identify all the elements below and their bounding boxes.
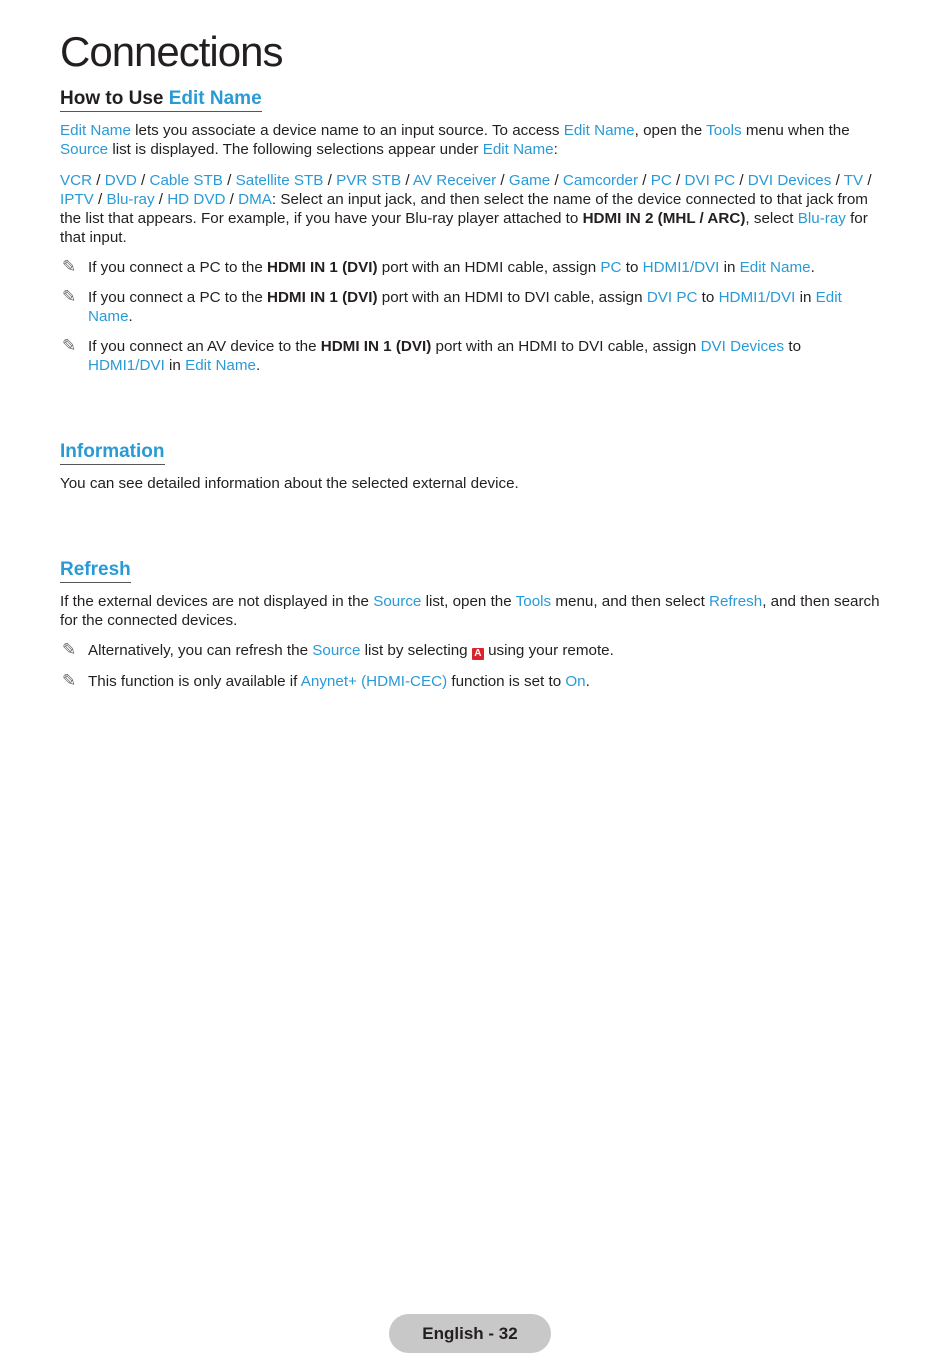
pencil-icon: ✎ (62, 257, 77, 277)
term: Tools (706, 122, 742, 139)
selection-separator: / (136, 172, 150, 189)
text: . (810, 259, 815, 276)
selection-item: DVD (104, 172, 137, 189)
selection-separator: / (154, 191, 168, 208)
selection-item: PC (650, 172, 672, 189)
text: using your remote. (483, 642, 614, 659)
text: menu, and then select (551, 593, 710, 610)
text: menu when the (741, 122, 850, 139)
term: DVI PC (646, 289, 698, 306)
selection-item: Camcorder (562, 172, 639, 189)
chapter-title: Connections (60, 28, 283, 75)
term: Edit Name (482, 141, 554, 158)
selection-item: AV Receiver (412, 172, 497, 189)
text: to (784, 338, 802, 355)
port-name: HDMI IN 1 (DVI) (266, 289, 378, 306)
selection-separator: / (863, 172, 872, 189)
pencil-icon: ✎ (62, 671, 77, 691)
term: Edit Name (60, 122, 131, 139)
selection-item: IPTV (60, 191, 94, 208)
text: : (553, 141, 558, 158)
text: to (621, 259, 643, 276)
selection-separator: / (638, 172, 651, 189)
selection-item: DVI PC (684, 172, 736, 189)
selection-separator: / (225, 191, 239, 208)
term: On (565, 673, 586, 690)
text: , open the (634, 122, 707, 139)
edit-name-intro (60, 121, 882, 159)
text: , select (745, 210, 798, 227)
selection-item: DVI Devices (747, 172, 832, 189)
text: lets you associate a device name to an input source. To access (130, 122, 564, 139)
term: Refresh (709, 593, 763, 610)
term: Source (312, 642, 361, 659)
text: This function is only available if (88, 673, 301, 690)
selection-separator: / (92, 172, 105, 189)
term: Edit Name (563, 122, 635, 139)
port-name: HDMI IN 1 (DVI) (266, 259, 378, 276)
selection-item: HD DVD (167, 191, 226, 208)
text: If you connect a PC to the (88, 259, 267, 276)
term: DVI Devices (700, 338, 785, 355)
note-pc-hdmi-dvi (60, 288, 882, 326)
text: list by selecting (360, 642, 472, 659)
note-av-device (60, 337, 882, 375)
term: Edit Name (88, 289, 842, 325)
refresh-body (60, 592, 882, 630)
text: : Select an input jack, and then select the name of the device connected to that jack from the list that appears. For example, if you have your Blu-ray player attached to (60, 191, 868, 227)
term: Tools (515, 593, 552, 610)
term: HDMI1/DVI (642, 259, 720, 276)
text: list is displayed. The following selections appear under (108, 141, 483, 158)
selections-paragraph (60, 171, 882, 247)
page-number-badge: English - 32 (389, 1314, 551, 1353)
pencil-icon: ✎ (62, 336, 77, 356)
note-anynet (60, 672, 882, 691)
term: Blu-ray (797, 210, 846, 227)
selection-separator: / (550, 172, 563, 189)
selection-separator: / (222, 172, 236, 189)
text: to (697, 289, 719, 306)
term: Edit Name (185, 357, 256, 374)
selection-separator: / (323, 172, 337, 189)
text: port with an HDMI to DVI cable, assign (377, 289, 647, 306)
selection-separator: / (93, 191, 107, 208)
selection-separator: / (671, 172, 685, 189)
text: list, open the (421, 593, 516, 610)
refresh-heading: Refresh (60, 559, 131, 583)
text: in (164, 357, 186, 374)
text: If you connect a PC to the (88, 289, 267, 306)
port-name: HDMI IN 2 (MHL / ARC) (582, 210, 746, 227)
selection-item: PVR STB (336, 172, 402, 189)
term: Source (60, 141, 109, 158)
selection-separator: / (831, 172, 844, 189)
selection-item: DMA (238, 191, 272, 208)
text: for that input. (60, 210, 868, 246)
term: Anynet+ (HDMI-CEC) (300, 673, 448, 690)
selection-item: Cable STB (149, 172, 223, 189)
term: HDMI1/DVI (88, 357, 165, 374)
selection-item: TV (843, 172, 864, 189)
information-body: You can see detailed information about the selected external device. (60, 475, 519, 492)
edit-name-heading (60, 88, 262, 112)
text: If the external devices are not displayed in the (60, 593, 374, 610)
text: Alternatively, you can refresh the (88, 642, 313, 659)
selection-item: Blu-ray (106, 191, 155, 208)
port-name: HDMI IN 1 (DVI) (320, 338, 432, 355)
selection-separator: / (401, 172, 413, 189)
term: HDMI1/DVI (718, 289, 796, 306)
selection-item: VCR (60, 172, 93, 189)
text: port with an HDMI cable, assign (377, 259, 601, 276)
selection-separator: / (496, 172, 509, 189)
note-refresh-remote (60, 641, 882, 660)
text: . (585, 673, 590, 690)
term: PC (600, 259, 622, 276)
remote-a-button-icon: A (472, 648, 484, 660)
text: If you connect an AV device to the (88, 338, 321, 355)
heading-prefix: How to Use (60, 88, 169, 109)
text: in (719, 259, 740, 276)
heading-highlight: Edit Name (168, 88, 262, 109)
pencil-icon: ✎ (62, 640, 77, 660)
selection-item: Satellite STB (235, 172, 324, 189)
selection-item: Game (508, 172, 551, 189)
pencil-icon: ✎ (62, 287, 77, 307)
text: , and then search for the connected devices. (60, 593, 880, 629)
information-heading: Information (60, 441, 165, 465)
note-pc-hdmi (60, 258, 882, 277)
text: function is set to (447, 673, 566, 690)
term: Edit Name (739, 259, 811, 276)
text: port with an HDMI to DVI cable, assign (431, 338, 701, 355)
text: in (795, 289, 816, 306)
text: . (128, 308, 133, 325)
selection-separator: / (735, 172, 748, 189)
term: Source (373, 593, 422, 610)
text: . (255, 357, 261, 374)
